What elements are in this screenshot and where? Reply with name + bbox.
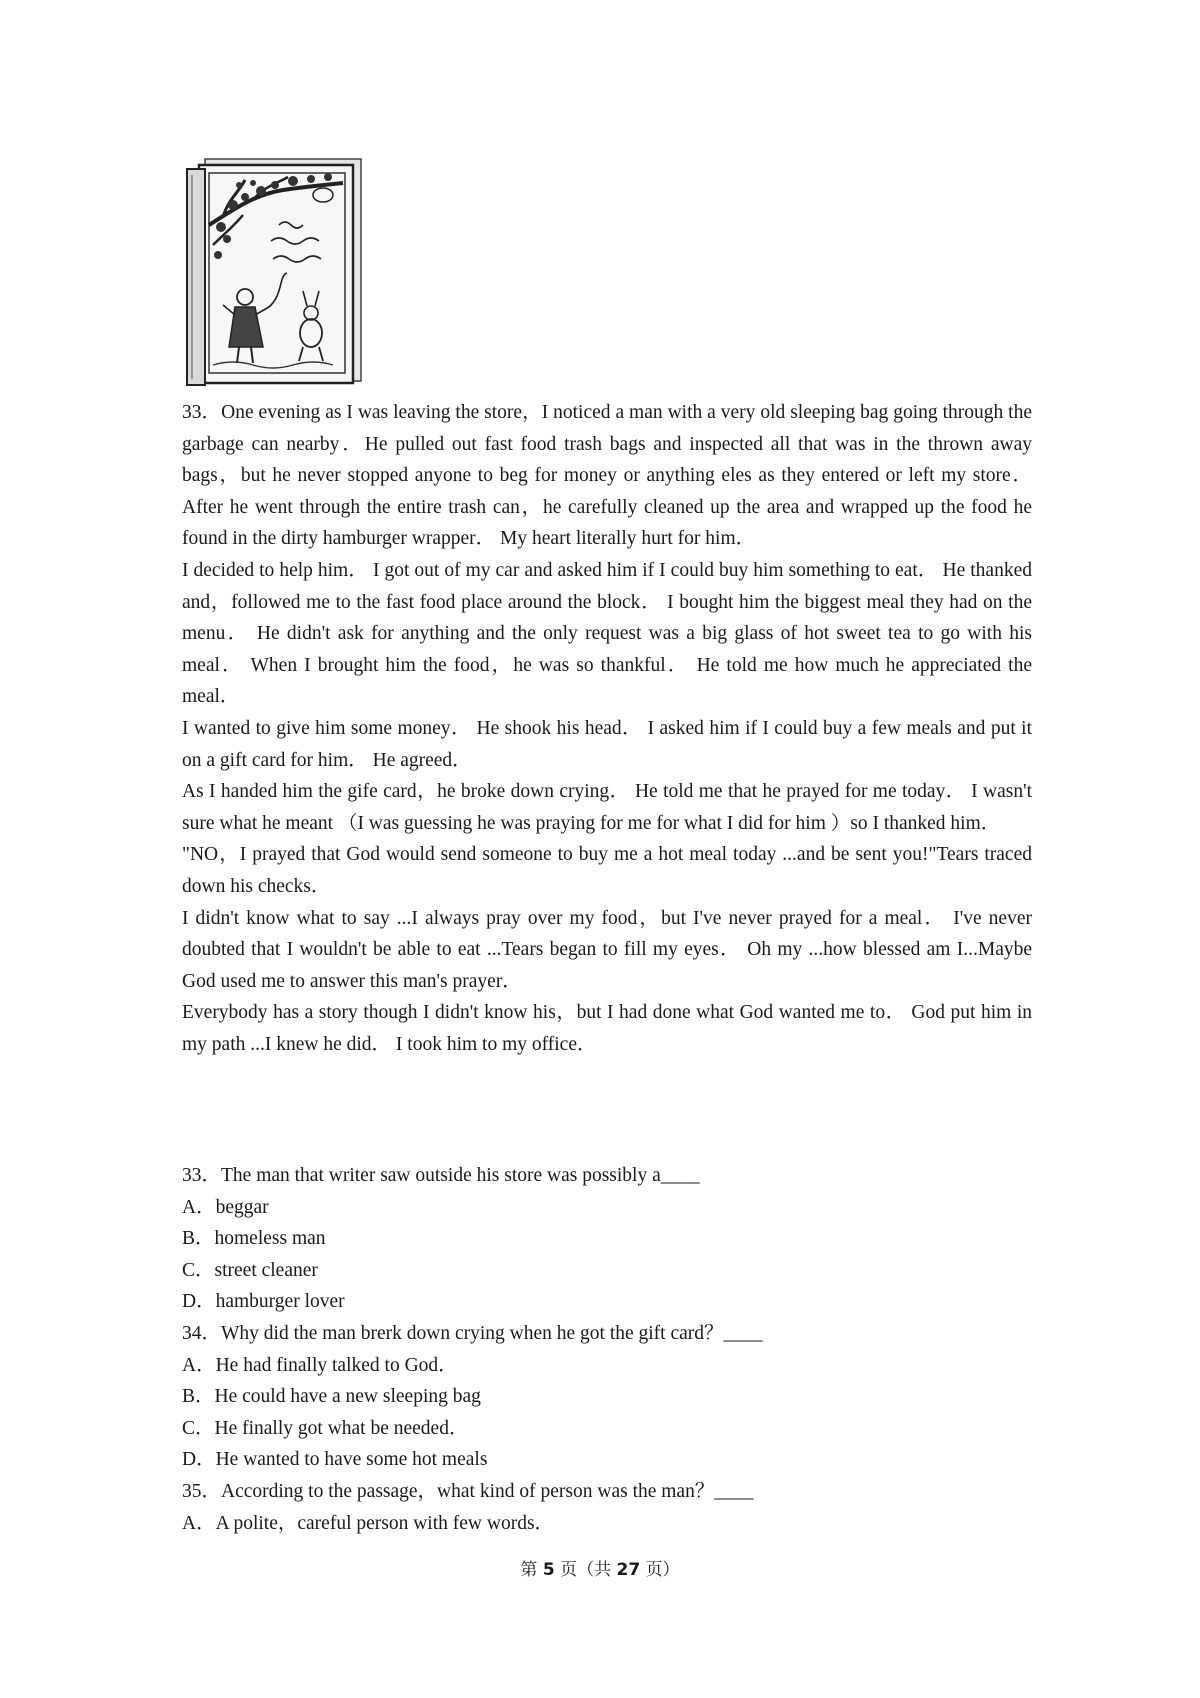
book-illustration — [183, 155, 363, 386]
passage-paragraph: As I handed him the gife card，he broke down crying． He told me that he prayed for me today． I wasn't sure what he meant （I was guessing he was praying for me for what I did for him ）so I thanked him． — [182, 781, 1032, 834]
footer-middle: 页（共 — [560, 1560, 612, 1580]
page-footer — [0, 1555, 1200, 1580]
footer-suffix: 页） — [645, 1560, 680, 1580]
answer-option-d: D．He wanted to have some hot meals — [182, 1449, 488, 1471]
question-stem: 35．According to the passage，what kind of person was the man？____ — [182, 1480, 754, 1502]
book-icon — [187, 159, 361, 385]
passage-paragraph: I decided to help him． I got out of my car and asked him if I could buy him something to eat． He thanked and，followed me to the fast food place around the block． I bought him the biggest meal they had on the menu． He didn't ask for anything and the only request was a big glass of hot sweet tea to go with his meal． When I brought him the food，he was so thankful． He told me how much he appreciated the meal． — [182, 559, 1032, 708]
answer-option-a: A．A polite，careful person with few words． — [182, 1512, 555, 1534]
answer-option-c: C．street cleaner — [182, 1259, 318, 1281]
question-34 — [182, 1318, 1032, 1476]
total-page-count: 27 — [616, 1560, 641, 1580]
answer-option-a: A．He had finally talked to God． — [182, 1354, 458, 1376]
answer-option-d: D．hamburger lover — [182, 1291, 345, 1313]
reading-passage — [182, 397, 1032, 1060]
answer-option-a: A．beggar — [182, 1196, 269, 1218]
answer-option-b: B．He could have a new sleeping bag — [182, 1386, 481, 1408]
question-35 — [182, 1476, 1032, 1539]
question-stem: 34．Why did the man brerk down crying when he got the gift card？____ — [182, 1322, 763, 1344]
passage-paragraph: "NO，I prayed that God would send someone to buy me a hot meal today ...and be sent you!"Tears traced down his checks． — [182, 844, 1032, 897]
footer-prefix: 第 — [520, 1560, 538, 1580]
answer-option-c: C．He finally got what be needed． — [182, 1417, 469, 1439]
passage-paragraph: I didn't know what to say ...I always pray over my food，but I've never prayed for a meal． I've never doubted that I wouldn't be able to eat ...Tears began to fill my eyes． Oh my ...how blessed am I...Maybe God used me to answer this man's prayer． — [182, 907, 1032, 992]
passage-paragraph: Everybody has a story though I didn't know his，but I had done what God wanted me to． God put him in my path ...I knew he did． I took him to my office． — [182, 1002, 1032, 1055]
question-stem: 33．The man that writer saw outside his store was possibly a____ — [182, 1165, 700, 1186]
answer-option-b: B．homeless man — [182, 1228, 326, 1250]
passage-paragraph: 33．One evening as I was leaving the store，I noticed a man with a very old sleeping bag going through the garbage can nearby．He pulled out fast food trash bags and inspected all that was in the thrown away bags，but he never stopped anyone to beg for money or anything eles as they entered or left my store． After he went through the entire trash can，he carefully cleaned up the area and wrapped up the food he found in the dirty hamburger wrapper． My heart literally hurt for him． — [182, 402, 1032, 550]
question-list — [182, 1160, 1032, 1539]
passage-paragraph: I wanted to give him some money． He shook his head． I asked him if I could buy a few meals and put it on a gift card for him． He agreed． — [182, 717, 1032, 771]
current-page-number: 5 — [542, 1560, 555, 1580]
question-33 — [182, 1160, 1032, 1318]
